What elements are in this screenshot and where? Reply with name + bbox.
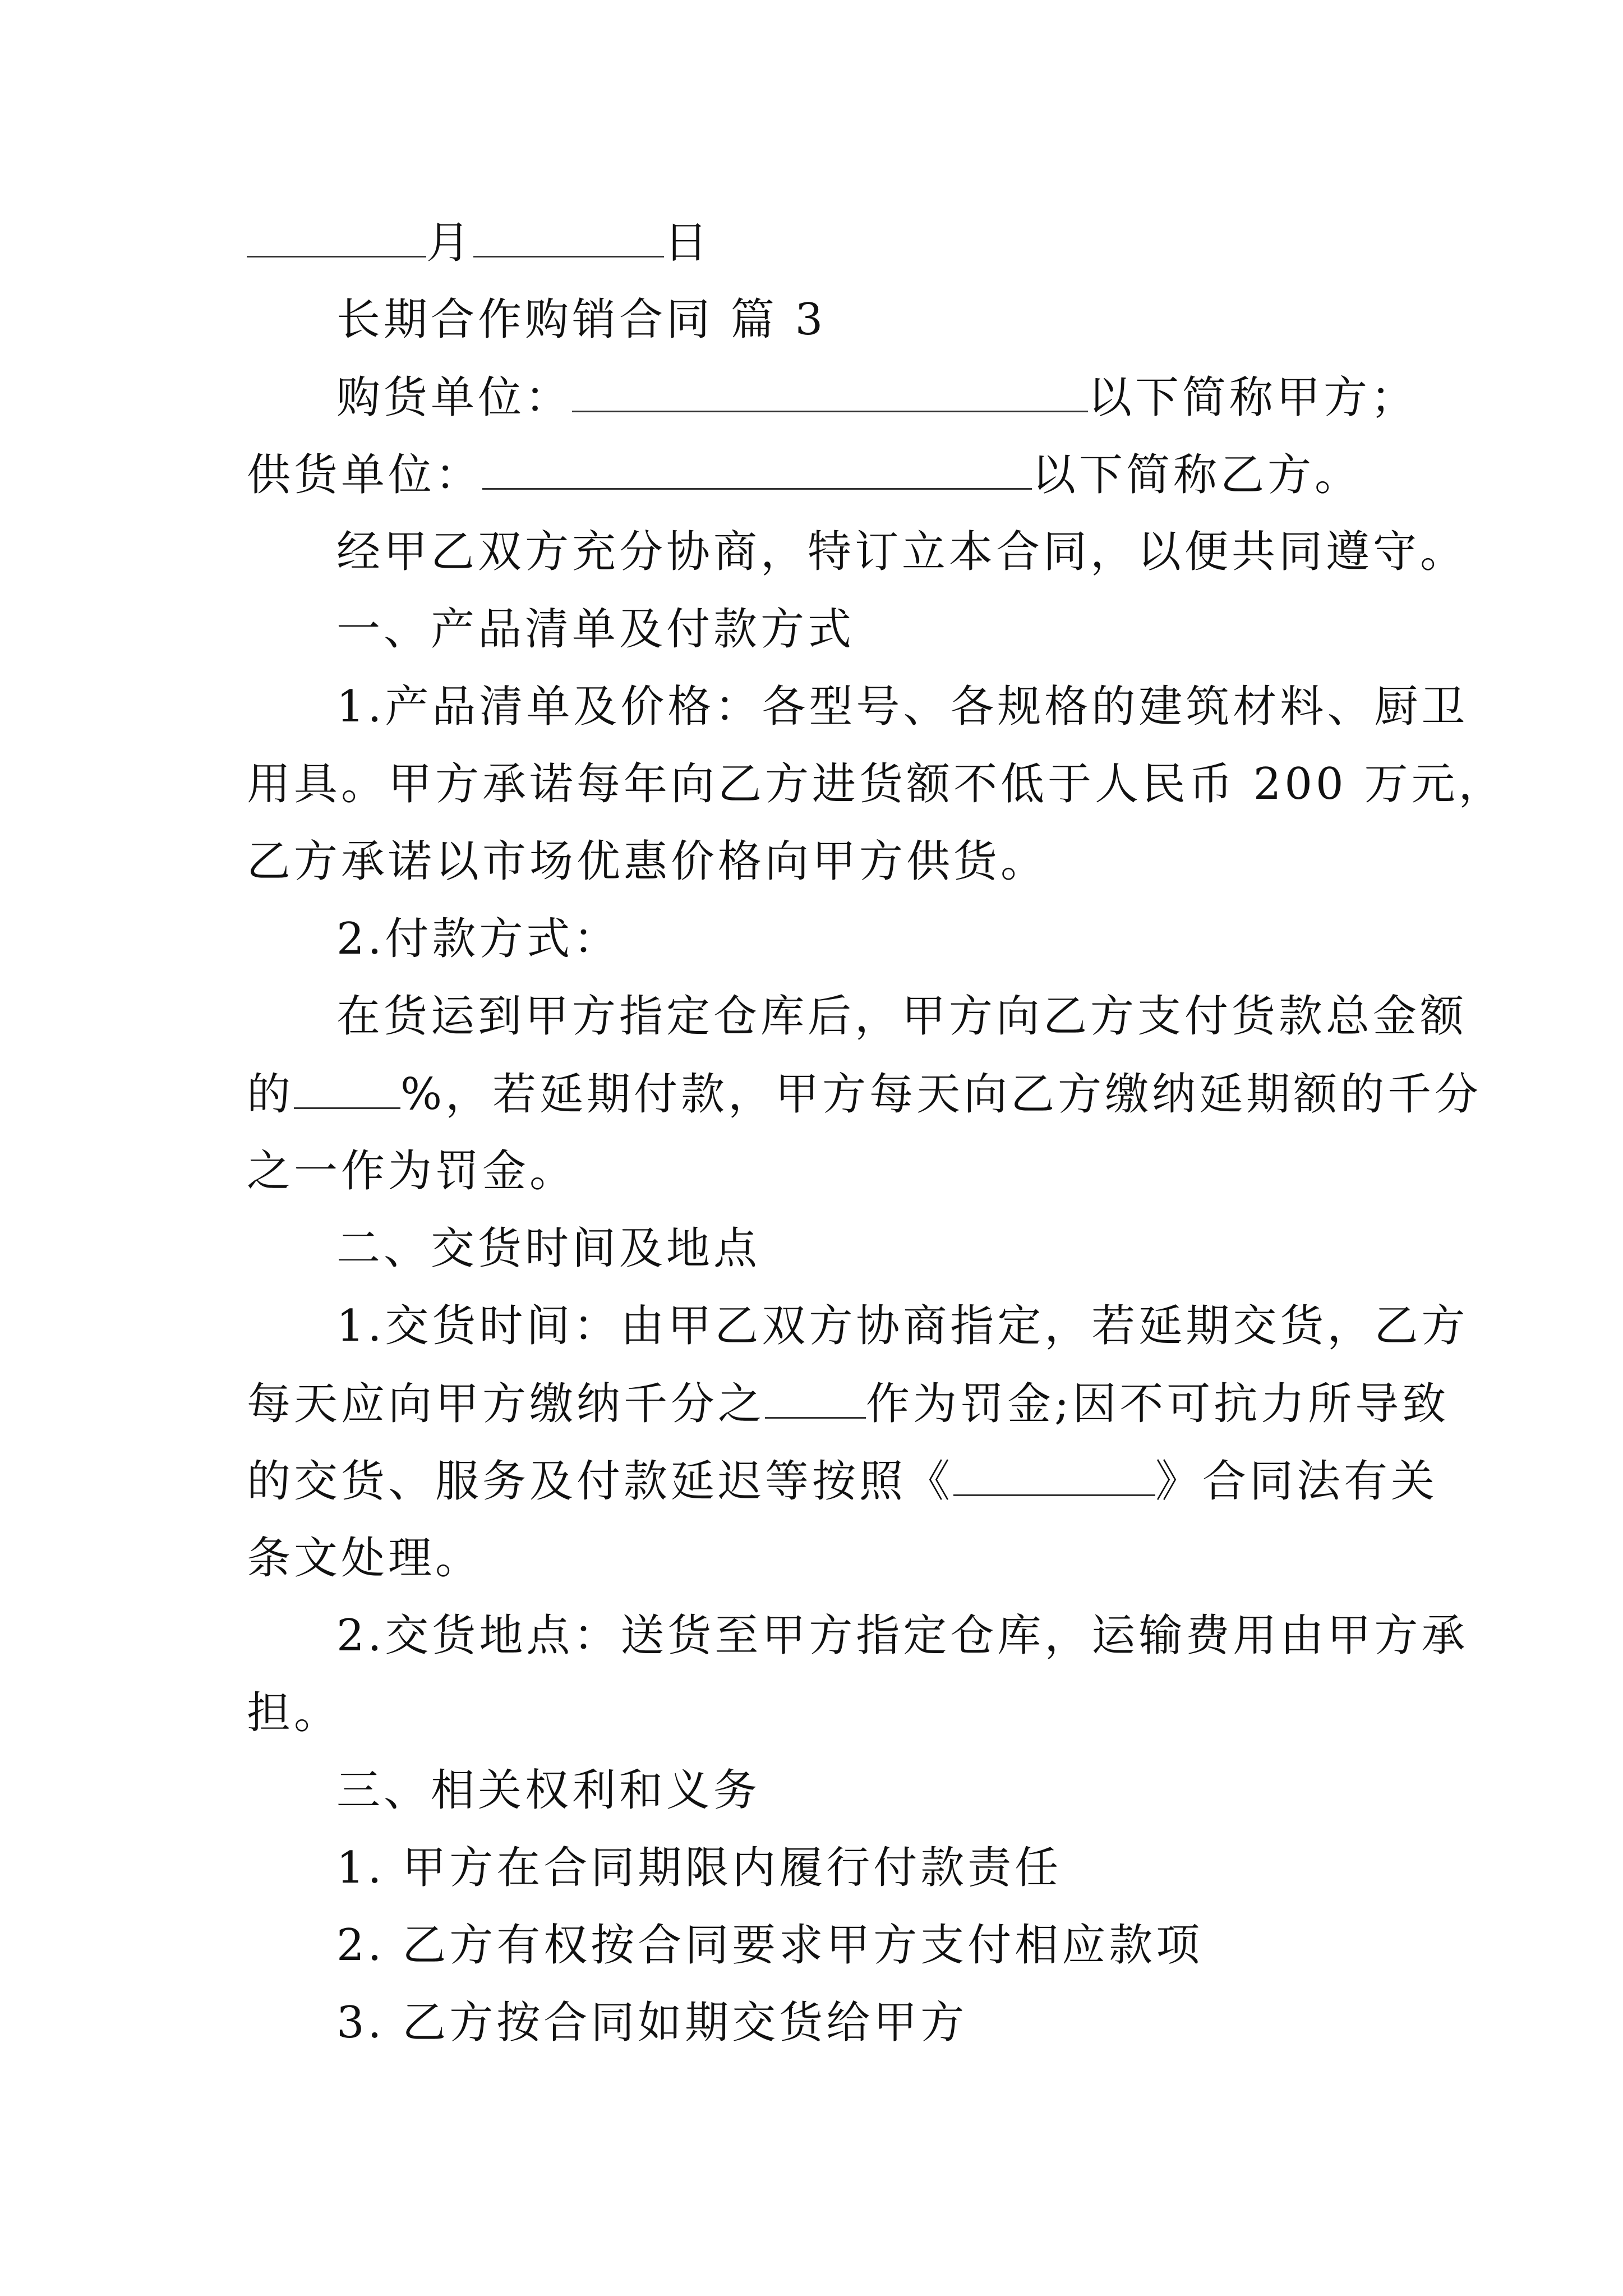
contract-heading: 长期合作购销合同 篇 3 — [336, 295, 827, 345]
s2-item1-line1: 1.交货时间：由甲乙双方协商指定，若延期交货，乙方 — [336, 1301, 1469, 1351]
s1-item1-line1: 1.产品清单及价格：各型号、各规格的建筑材料、厨卫 — [336, 682, 1469, 732]
supplier-label: 供货单位： — [247, 450, 483, 500]
buyer-label: 购货单位： — [336, 372, 573, 423]
s2-item2-line1: 2.交货地点：送货至甲方指定仓库，运输费用由甲方承 — [336, 1611, 1469, 1661]
s1-item2-line3: 之一作为罚金。 — [247, 1146, 577, 1197]
blank-law — [953, 1454, 1155, 1496]
s1-item1-line2: 用具。甲方承诺每年向乙方进货额不低于人民币 200 万元， — [247, 759, 1506, 809]
s2-item1-line2-b: 作为罚金;因不可抗力所导致 — [866, 1379, 1450, 1429]
blank-percent — [294, 1067, 400, 1109]
section1-title: 一、产品清单及付款方式 — [336, 604, 855, 655]
blank-penalty — [765, 1377, 866, 1419]
blank-supplier — [482, 448, 1032, 490]
buyer-line — [336, 370, 1418, 425]
section3-title: 三、相关权利和义务 — [336, 1765, 761, 1816]
blank-day — [473, 215, 664, 257]
s3-item-2: 2. 乙方有权按合同要求甲方支付相应款项 — [336, 1920, 1204, 1971]
s1-item2-line2-a: 的 — [247, 1069, 294, 1120]
section2-title: 二、交货时间及地点 — [336, 1223, 761, 1274]
s1-item2-line1: 在货运到甲方指定仓库后，甲方向乙方支付货款总金额 — [336, 991, 1468, 1042]
s2-item1-line3-b: 》合同法有关 — [1155, 1456, 1438, 1507]
buyer-suffix: 以下简称甲方； — [1088, 372, 1418, 423]
blank-month — [247, 215, 426, 257]
s1-item2-title: 2.付款方式： — [336, 914, 621, 964]
supplier-suffix: 以下简称乙方。 — [1032, 450, 1362, 500]
s2-item1-line4: 条文处理。 — [247, 1533, 483, 1584]
s2-item1-line3 — [247, 1454, 1438, 1508]
s2-item1-line2 — [247, 1377, 1450, 1431]
s2-item2-line2: 担。 — [247, 1688, 342, 1738]
supplier-line — [247, 448, 1385, 502]
preamble: 经甲乙双方充分协商，特订立本合同，以便共同遵守。 — [336, 527, 1468, 577]
s1-item2-line2 — [247, 1067, 1482, 1121]
s2-item1-line3-a: 的交货、服务及付款延迟等按照《 — [247, 1456, 954, 1507]
s2-item1-line2-a: 每天应向甲方缴纳千分之 — [247, 1379, 766, 1429]
blank-buyer — [572, 370, 1088, 412]
day-label: 日 — [664, 218, 712, 268]
month-label: 月 — [426, 218, 474, 268]
s1-item1-line3: 乙方承诺以市场优惠价格向甲方供货。 — [247, 836, 1048, 887]
s3-item-3: 3. 乙方按合同如期交货给甲方 — [336, 1998, 968, 2048]
s1-item2-line2-b: %，若延期付款，甲方每天向乙方缴纳延期额的千分 — [400, 1069, 1482, 1120]
s3-item-1: 1. 甲方在合同期限内履行付款责任 — [336, 1843, 1062, 1893]
date-line — [247, 215, 1385, 270]
